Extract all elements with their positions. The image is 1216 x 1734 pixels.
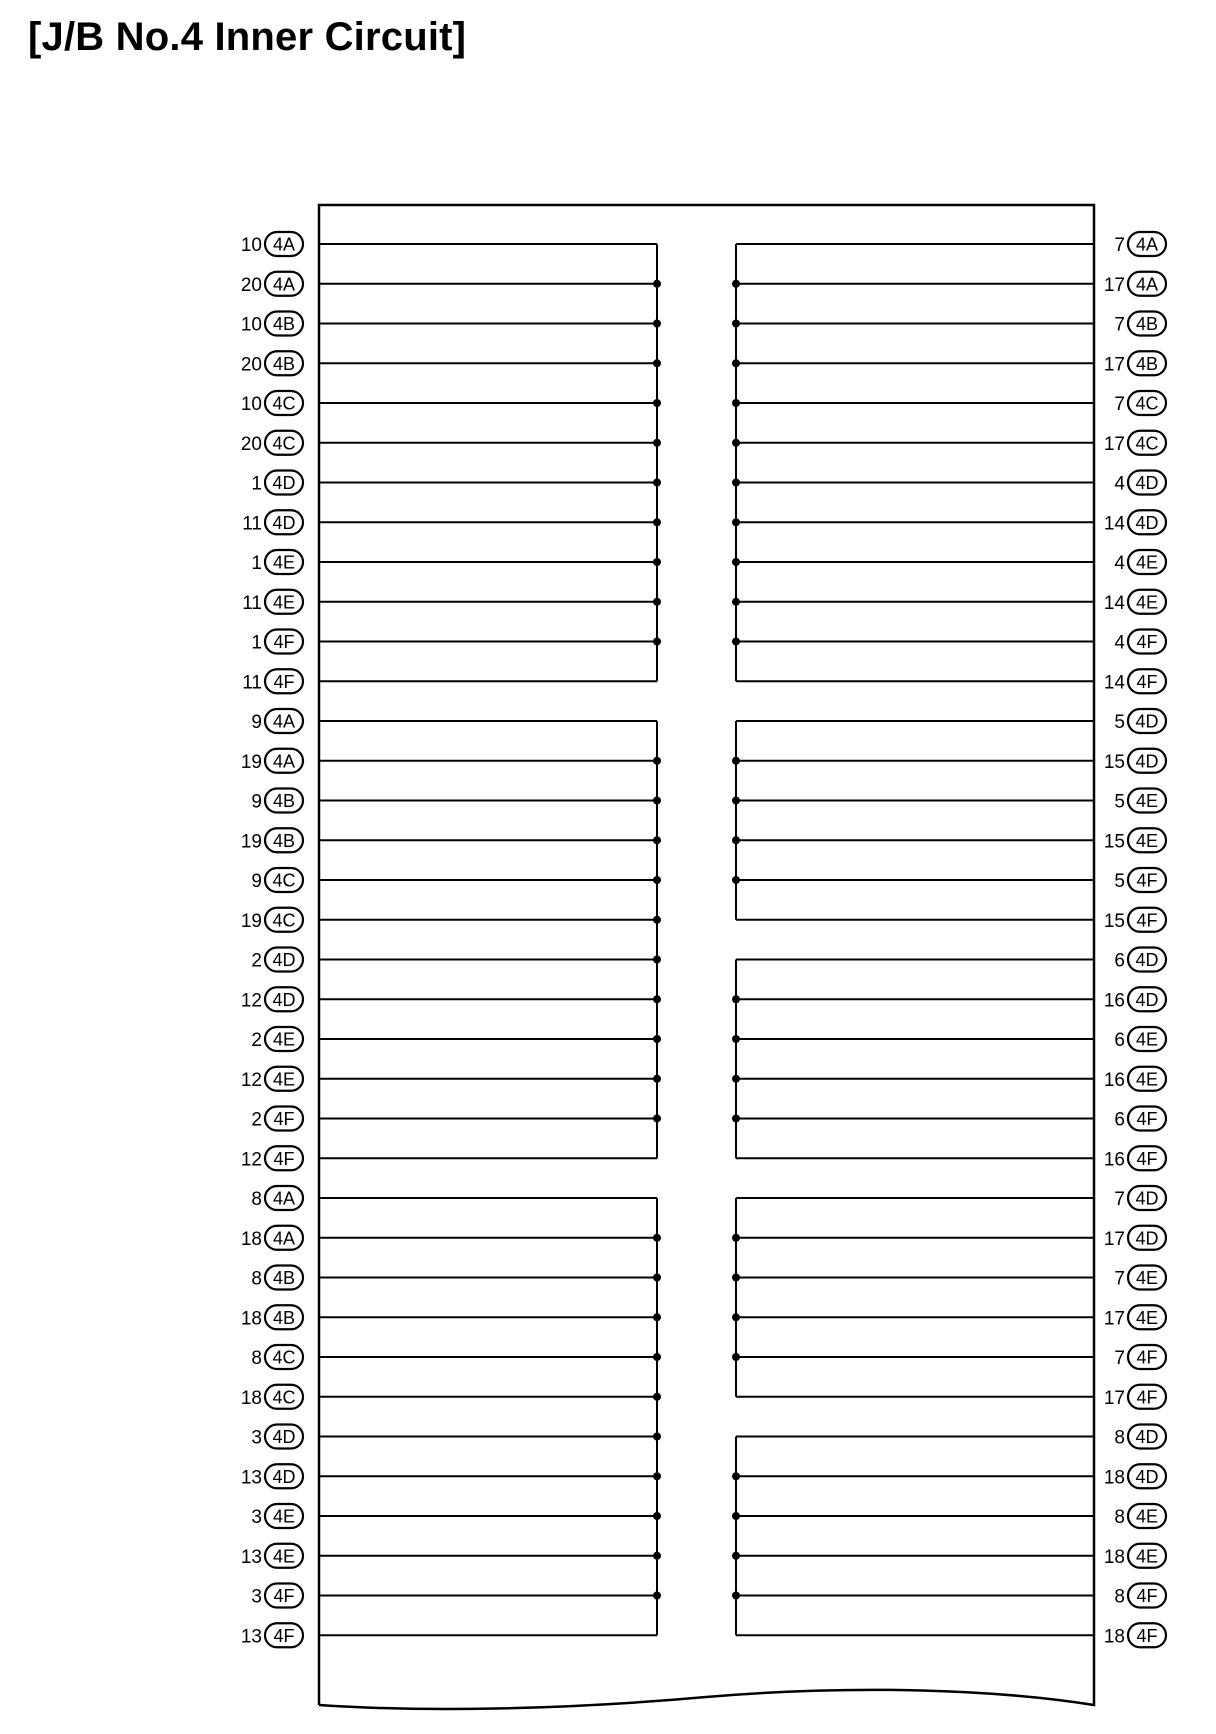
connector-code: 4A (272, 1188, 296, 1209)
pin-number: 13 (240, 1626, 262, 1648)
page-title: [J/B No.4 Inner Circuit] (28, 15, 467, 59)
pin-number: 4 (1114, 632, 1125, 654)
connector-code: 4E (272, 1546, 296, 1567)
connector-code: 4A (272, 751, 296, 772)
connector-code: 4D (1135, 751, 1159, 772)
pin-number: 9 (251, 791, 262, 813)
pin-number: 16 (1103, 990, 1125, 1012)
pin-number: 15 (1103, 910, 1125, 932)
pin-number: 4 (1114, 473, 1125, 495)
connector-code: 4B (272, 791, 296, 811)
pin-number: 7 (1114, 1189, 1125, 1210)
connector-code: 4D (272, 1427, 296, 1447)
connector-code: 4E (272, 1029, 296, 1050)
pin-number: 17 (1103, 274, 1125, 296)
pin-number: 18 (240, 1228, 262, 1250)
connector-code: 4C (1135, 393, 1159, 414)
pin-number: 1 (251, 553, 262, 574)
connector-code: 4B (1135, 314, 1159, 334)
connector-code: 4D (272, 473, 296, 493)
pin-number: 6 (1114, 1109, 1125, 1131)
pin-number: 18 (1103, 1546, 1125, 1568)
connector-code: 4E (1135, 1069, 1159, 1090)
connector-code: 4B (272, 1307, 296, 1328)
connector-code: 4E (272, 552, 296, 573)
pin-number: 17 (1103, 1387, 1125, 1409)
connector-code: 4D (272, 950, 296, 970)
pin-number: 13 (240, 1467, 262, 1489)
pin-number: 18 (240, 1387, 262, 1409)
connector-code: 4A (1135, 274, 1159, 295)
connector-code: 4E (1135, 830, 1159, 851)
pin-number: 13 (240, 1546, 262, 1568)
connector-code: 4F (1136, 632, 1158, 652)
junction-block-outline-path (319, 205, 1094, 1709)
pin-number: 8 (1114, 1427, 1125, 1449)
connector-code: 4E (272, 1506, 296, 1527)
pin-number: 16 (1103, 1149, 1125, 1171)
connector-code: 4C (1135, 433, 1159, 454)
connector-code: 4E (1135, 791, 1159, 811)
pin-number: 5 (1114, 871, 1125, 892)
connector-code: 4D (1135, 950, 1159, 970)
connector-code: 4D (1135, 1466, 1159, 1487)
pin-number: 5 (1114, 791, 1125, 813)
pin-number: 8 (251, 1189, 262, 1210)
pin-number: 3 (251, 1586, 262, 1608)
pin-number: 7 (1114, 235, 1125, 256)
pin-number: 17 (1103, 433, 1125, 455)
pin-number: 17 (1103, 1308, 1125, 1330)
pin-number: 19 (240, 831, 262, 853)
pin-number: 11 (242, 672, 262, 694)
pin-number: 3 (251, 1507, 262, 1528)
connector-code: 4E (272, 1069, 296, 1090)
connector-code: 4B (272, 1268, 296, 1288)
pin-number: 6 (1114, 950, 1125, 972)
pin-number: 19 (240, 751, 262, 773)
connector-code: 4F (1136, 1387, 1158, 1408)
terminal-labels (241, 232, 1166, 1647)
pin-number: 10 (240, 314, 262, 336)
pin-number: 14 (1103, 672, 1125, 694)
pin-number: 12 (240, 990, 262, 1012)
pin-number: 18 (1103, 1626, 1125, 1648)
pin-number: 15 (1103, 751, 1125, 773)
connector-code: 4D (1135, 473, 1159, 493)
connector-code: 4F (273, 1109, 295, 1129)
pin-number: 20 (240, 433, 262, 455)
pin-number: 18 (240, 1308, 262, 1330)
connector-code: 4F (273, 1148, 295, 1169)
connector-code: 4D (272, 1466, 296, 1487)
pin-number: 17 (1103, 1228, 1125, 1250)
connector-code: 4A (272, 1228, 296, 1249)
connector-code: 4F (1136, 1109, 1158, 1129)
connector-code: 4C (272, 1347, 296, 1368)
connector-code: 4A (1135, 234, 1159, 255)
connector-code: 4B (272, 830, 296, 851)
connector-code: 4D (1135, 1427, 1159, 1447)
pin-number: 3 (251, 1427, 262, 1449)
connector-code: 4B (1135, 353, 1159, 374)
connector-code: 4F (273, 1586, 295, 1606)
connector-code: 4E (1135, 1546, 1159, 1567)
connector-code: 4B (272, 314, 296, 334)
connector-code: 4F (1136, 1148, 1158, 1169)
pin-number: 10 (240, 394, 262, 415)
pin-number: 8 (251, 1268, 262, 1290)
pin-number: 15 (1103, 831, 1125, 853)
connector-code: 4C (272, 1387, 296, 1408)
connector-code: 4C (272, 393, 296, 414)
connector-code: 4C (272, 910, 296, 931)
junction-block-outline (319, 205, 1094, 1709)
connector-code: 4E (1135, 1506, 1159, 1527)
pin-number: 8 (1114, 1507, 1125, 1528)
pin-number: 14 (1103, 513, 1125, 535)
connector-code: 4E (1135, 552, 1159, 573)
connector-code: 4F (1136, 671, 1158, 692)
pin-number: 5 (1114, 712, 1125, 733)
pin-number: 19 (240, 910, 262, 932)
connector-code: 4C (272, 870, 296, 891)
pin-number: 8 (251, 1348, 262, 1369)
connector-code: 4D (1135, 512, 1159, 533)
circuit-wires (319, 244, 1094, 1635)
pin-number: 16 (1103, 1069, 1125, 1091)
pin-number: 11 (242, 513, 262, 535)
pin-number: 12 (240, 1149, 262, 1171)
pin-number: 1 (251, 632, 262, 654)
connector-code: 4A (272, 711, 296, 732)
pin-number: 14 (1103, 592, 1125, 614)
pin-number: 2 (251, 1109, 262, 1131)
connector-code: 4F (273, 1625, 295, 1646)
pin-number: 10 (240, 235, 262, 256)
pin-number: 20 (240, 274, 262, 296)
pin-number: 1 (251, 473, 262, 495)
connector-code: 4D (272, 512, 296, 533)
pin-number: 12 (240, 1069, 262, 1091)
connector-code: 4A (272, 274, 296, 295)
connector-code: 4F (1136, 1347, 1158, 1368)
pin-number: 7 (1114, 394, 1125, 415)
connector-code: 4E (1135, 1268, 1159, 1288)
pin-number: 7 (1114, 1268, 1125, 1290)
pin-number: 9 (251, 712, 262, 733)
pin-number: 20 (240, 354, 262, 376)
pin-number: 7 (1114, 314, 1125, 336)
connector-code: 4D (272, 989, 296, 1010)
pin-number: 7 (1114, 1348, 1125, 1369)
connector-code: 4D (1135, 1188, 1159, 1209)
connector-code: 4E (272, 592, 296, 613)
pin-number: 9 (251, 871, 262, 892)
connector-code: 4F (1136, 1625, 1158, 1646)
pin-number: 11 (242, 592, 262, 614)
pin-number: 6 (1114, 1030, 1125, 1051)
connector-code: 4B (272, 353, 296, 374)
connector-code: 4F (1136, 1586, 1158, 1606)
pin-number: 18 (1103, 1467, 1125, 1489)
connector-code: 4C (272, 433, 296, 454)
connector-code: 4E (1135, 1307, 1159, 1328)
connector-code: 4D (1135, 711, 1159, 732)
connector-code: 4F (1136, 870, 1158, 891)
pin-number: 8 (1114, 1586, 1125, 1608)
pin-number: 17 (1103, 354, 1125, 376)
connector-code: 4E (1135, 1029, 1159, 1050)
pin-number: 2 (251, 1030, 262, 1051)
pin-number: 4 (1114, 553, 1125, 574)
connector-code: 4D (1135, 989, 1159, 1010)
connector-code: 4F (273, 632, 295, 652)
pin-number: 2 (251, 950, 262, 972)
connector-code: 4F (273, 671, 295, 692)
connector-code: 4F (1136, 910, 1158, 931)
connector-code: 4E (1135, 592, 1159, 613)
connector-code: 4A (272, 234, 296, 255)
connector-code: 4D (1135, 1228, 1159, 1249)
